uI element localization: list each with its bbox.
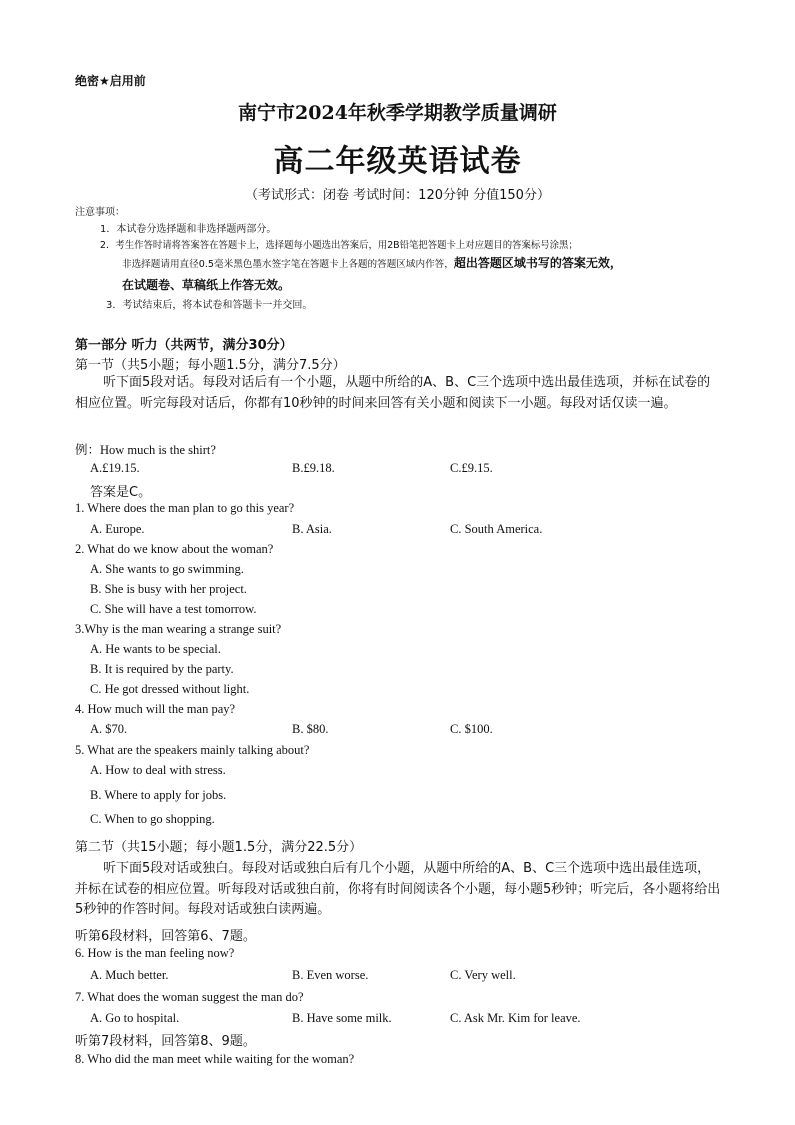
question-6: 6. How is the man feeling now? <box>75 946 235 960</box>
example-option-b: B.£9.18. <box>292 461 335 475</box>
q1-option-b: B. Asia. <box>292 522 332 536</box>
question-4: 4. How much will the man pay? <box>75 702 236 716</box>
q1-option-c: C. South America. <box>450 522 543 536</box>
question-7: 7. What does the woman suggest the man do? <box>75 990 304 1004</box>
q5-option-c: C. When to go shopping. <box>90 812 215 826</box>
q5-option-a: A. How to deal with stress. <box>90 763 226 777</box>
note-item-2b-text: 非选择题请用直径0.5毫米黑色墨水签字笔在答题卡上各题的答题区域内作答， <box>122 259 454 270</box>
q5-option-b: B. Where to apply for jobs. <box>90 788 227 802</box>
text7-intro: 听第7段材料，回答第8、9题。 <box>75 1034 256 1049</box>
note-item-2c-bold: 在试题卷、草稿纸上作答无效。 <box>122 278 291 292</box>
note-item-1: 1．本试卷分选择题和非选择题两部分。 <box>100 224 277 235</box>
example-option-a: A.£19.15. <box>90 461 140 475</box>
q3-option-b: B. It is required by the party. <box>90 662 234 676</box>
question-2: 2. What do we know about the woman? <box>75 542 274 556</box>
notes-heading: 注意事项： <box>75 207 125 218</box>
section1-heading: 第一节（共5小题；每小题1.5分，满分7.5分） <box>75 358 346 373</box>
q6-option-c: C. Very well. <box>450 968 516 982</box>
q2-option-b: B. She is busy with her project. <box>90 582 247 596</box>
exam-title-line1: 南宁市2024年秋季学期教学质量调研 <box>238 102 557 124</box>
example-answer: 答案是C。 <box>90 485 152 500</box>
example-option-c: C.£9.15. <box>450 461 493 475</box>
q7-option-c: C. Ask Mr. Kim for leave. <box>450 1011 581 1025</box>
section2-instructions: 听下面5段对话或独白。每段对话或独白后有几个小题，从题中所给的A、B、C三个选项中选出最佳选项，并标在试卷的相应位置。听每段对话或独白前，你将有时间阅读各个小题，每小题5秒钟；听完后，各小题将给出5秒钟的作答时间。每段对话或独白读两遍。 <box>75 861 721 917</box>
question-8: 8. Who did the man meet while waiting for the woman? <box>75 1052 355 1066</box>
question-1: 1. Where does the man plan to go this year? <box>75 501 295 515</box>
note-item-2b <box>122 254 622 271</box>
q6-option-a: A. Much better. <box>90 968 169 982</box>
q2-option-c: C. She will have a test tomorrow. <box>90 602 257 616</box>
note-item-3: 3．考试结束后，将本试卷和答题卡一并交回。 <box>106 300 313 311</box>
note-item-2b-bold: 超出答题区域书写的答案无效， <box>453 256 622 270</box>
confidential-mark: 绝密★启用前 <box>75 74 146 88</box>
q4-option-b: B. $80. <box>292 722 329 736</box>
q3-option-c: C. He got dressed without light. <box>90 682 250 696</box>
example-question: 例：How much is the shirt? <box>75 443 216 457</box>
q3-option-a: A. He wants to be special. <box>90 642 221 656</box>
q1-option-a: A. Europe. <box>90 522 145 536</box>
part1-heading: 第一部分 听力（共两节，满分30分） <box>75 338 293 353</box>
exam-title-line2: 高二年级英语试卷 <box>273 144 522 179</box>
section2-heading: 第二节（共15小题；每小题1.5分，满分22.5分） <box>75 840 363 855</box>
q4-option-a: A. $70. <box>90 722 128 736</box>
q7-option-a: A. Go to hospital. <box>90 1011 180 1025</box>
question-5: 5. What are the speakers mainly talking about? <box>75 743 310 757</box>
q4-option-c: C. $100. <box>450 722 493 736</box>
question-3: 3.Why is the man wearing a strange suit? <box>75 622 282 636</box>
q6-option-b: B. Even worse. <box>292 968 369 982</box>
exam-info: （考试形式：闭卷 考试时间：120分钟 分值150分） <box>245 188 550 203</box>
text6-intro: 听第6段材料，回答第6、7题。 <box>75 929 256 944</box>
note-item-2: 2．考生作答时请将答案答在答题卡上，选择题每小题选出答案后，用2B铅笔把答题卡上对应题目的答案标号涂黑； <box>100 240 578 251</box>
section1-instructions: 听下面5段对话。每段对话后有一个小题，从题中所给的A、B、C三个选项中选出最佳选项，并标在试卷的相应位置。听完每段对话后，你都有10秒钟的时间来回答有关小题和阅读下一小题。每段对话仅读一遍。 <box>75 375 711 411</box>
q7-option-b: B. Have some milk. <box>292 1011 392 1025</box>
note-item-2c <box>122 276 290 293</box>
q2-option-a: A. She wants to go swimming. <box>90 562 244 576</box>
